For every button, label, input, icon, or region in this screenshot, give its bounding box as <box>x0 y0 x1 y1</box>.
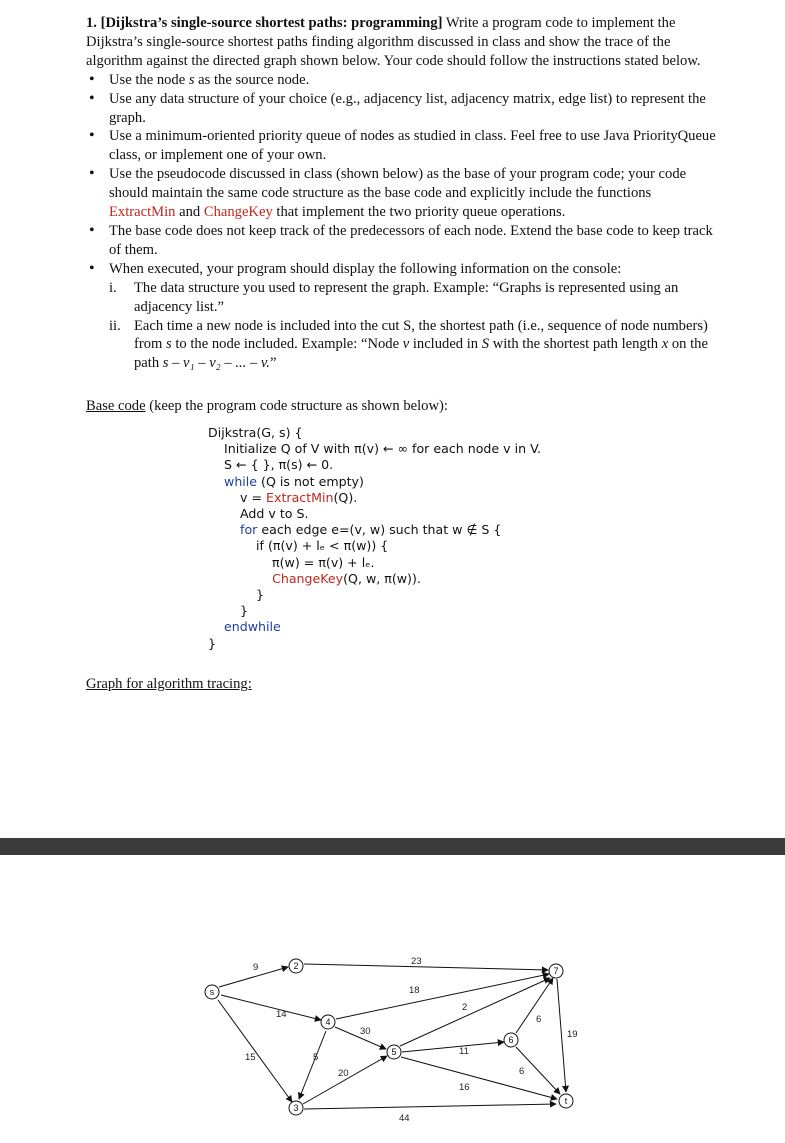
directed-graph <box>0 855 785 1143</box>
edge-weight-s-3: 15 <box>245 1052 256 1063</box>
instruction-source-node: • Use the node s as the source node. <box>86 71 716 90</box>
node-label-7: 7 <box>553 966 559 976</box>
code-line: } <box>208 603 249 619</box>
edge-4-7 <box>336 974 549 1019</box>
code-line: } <box>208 587 265 603</box>
node-label-4: 4 <box>325 1017 331 1027</box>
node-label-5: 5 <box>391 1047 397 1057</box>
edge-weight-5-6: 11 <box>459 1046 469 1057</box>
edge-7-t <box>557 979 566 1092</box>
code-line: } <box>208 635 217 651</box>
code-line: endwhile <box>224 619 281 635</box>
base-code-heading: Base code (keep the program code structure as shown below): <box>86 398 448 414</box>
edge-weight-4-5: 30 <box>360 1026 371 1037</box>
code-line: v = ExtractMin(Q). <box>208 489 358 505</box>
fn-changekey: ChangeKey <box>203 204 273 221</box>
edge-3-t <box>304 1104 556 1109</box>
code-line: S ← { }, π(s) ← 0. <box>208 457 334 473</box>
edge-6-7 <box>516 978 553 1033</box>
code-line: while (Q is not empty) <box>224 473 364 489</box>
pseudocode-block <box>208 425 541 652</box>
console-output-list <box>109 279 716 374</box>
edge-5-7 <box>400 978 550 1046</box>
question-number: 1. <box>86 15 97 31</box>
edge-3-5 <box>303 1056 387 1104</box>
console-item-ii: ii. Each time a new node is included into the cut S, the shortest path (i.e., sequence of node numbers) from s to the node included. Example: “Node v included in S with the shortest path length x on the path s – v₁ – v₂ – ... – v.” <box>109 317 708 372</box>
edge-weight-s-4: 14 <box>276 1009 287 1020</box>
code-line: ChangeKey(Q, w, π(w)). <box>272 570 421 586</box>
edge-5-t <box>401 1057 557 1099</box>
instruction-pseudocode: • Use the pseudocode discussed in class (shown below) as the base of your program code; your code should maintain the same code structure as the base code and explicitly include the functions ExtractMin and ChangeKey that implement the two priority queue operations. <box>86 165 716 222</box>
edge-s-4 <box>221 995 321 1020</box>
graph-heading: Graph for algorithm tracing: <box>86 676 252 692</box>
edge-weight-3-t: 44 <box>399 1113 410 1124</box>
instruction-priority-queue: • Use a minimum-oriented priority queue of nodes as studied in class. Feel free to use Java PriorityQueue class, or implement one of your own. <box>86 127 716 165</box>
instruction-data-structure: • Use any data structure of your choice (e.g., adjacency list, adjacency matrix, edge list) to represent the graph. <box>86 90 716 128</box>
node-label-2: 2 <box>293 961 299 971</box>
edge-weight-6-t: 6 <box>519 1066 525 1077</box>
code-line: Add v to S. <box>208 506 309 522</box>
instruction-list <box>86 71 716 374</box>
question-heading: [Dijkstra’s single-source shortest paths: programming] <box>100 15 443 31</box>
instruction-console-output: • When executed, your program should display the following information on the console: i. The data structure you used to represent the graph. Example: “Graphs is represented using an adjacency list.” ii. Each time a new node is included into the cut S, the shortest path (i.e., sequence of node numbers) from s to the node included. Example: “Node v included in S with the shortest path length x on the path s – v₁ – v₂ – ... – v.” <box>86 260 716 373</box>
edge-4-3 <box>299 1031 326 1099</box>
instruction-predecessors: • The base code does not keep track of the predecessors of each node. Extend the base code to keep track of them. <box>86 222 716 260</box>
edge-2-7 <box>304 964 548 970</box>
node-label-t: t <box>564 1096 568 1106</box>
edge-weight-2-7: 23 <box>411 956 422 967</box>
edge-weight-7-t: 19 <box>567 1029 578 1040</box>
edge-weight-3-5: 20 <box>338 1068 349 1079</box>
question-intro-text: Write a program code to implement the Dijkstra’s single-source shortest paths finding algorithm discussed in class and show the trace of the algorithm against the directed graph shown below. Your code should follow the instructions stated below. <box>86 15 701 69</box>
fn-extractmin: ExtractMin <box>109 204 176 221</box>
edge-weight-4-7: 18 <box>409 985 420 996</box>
question-text <box>86 14 716 373</box>
node-label-6: 6 <box>508 1035 514 1045</box>
code-line: π(w) = π(v) + lₑ. <box>208 554 375 570</box>
code-line: Dijkstra(G, s) { <box>208 425 303 440</box>
graph-figure <box>0 855 785 1143</box>
edge-5-6 <box>402 1042 504 1052</box>
node-label-s: s <box>209 987 215 997</box>
code-line: for each edge e=(v, w) such that w ∉ S { <box>240 522 502 538</box>
edge-weight-5-t: 16 <box>459 1082 470 1093</box>
edge-weight-5-7: 2 <box>462 1002 468 1013</box>
edge-weight-6-7: 6 <box>536 1014 542 1025</box>
code-line: if (π(v) + lₑ < π(w)) { <box>208 538 389 554</box>
console-item-i: i. The data structure you used to represent the graph. Example: “Graphs is represented using an adjacency list.” <box>109 279 679 315</box>
divider-bar <box>0 838 785 855</box>
code-line: Initialize Q of V with π(v) ← ∞ for each node v in V. <box>208 441 542 457</box>
edge-weight-4-3: 5 <box>313 1052 319 1063</box>
edge-weight-s-2: 9 <box>253 962 259 973</box>
question-intro <box>86 14 716 71</box>
node-label-3: 3 <box>293 1103 299 1113</box>
